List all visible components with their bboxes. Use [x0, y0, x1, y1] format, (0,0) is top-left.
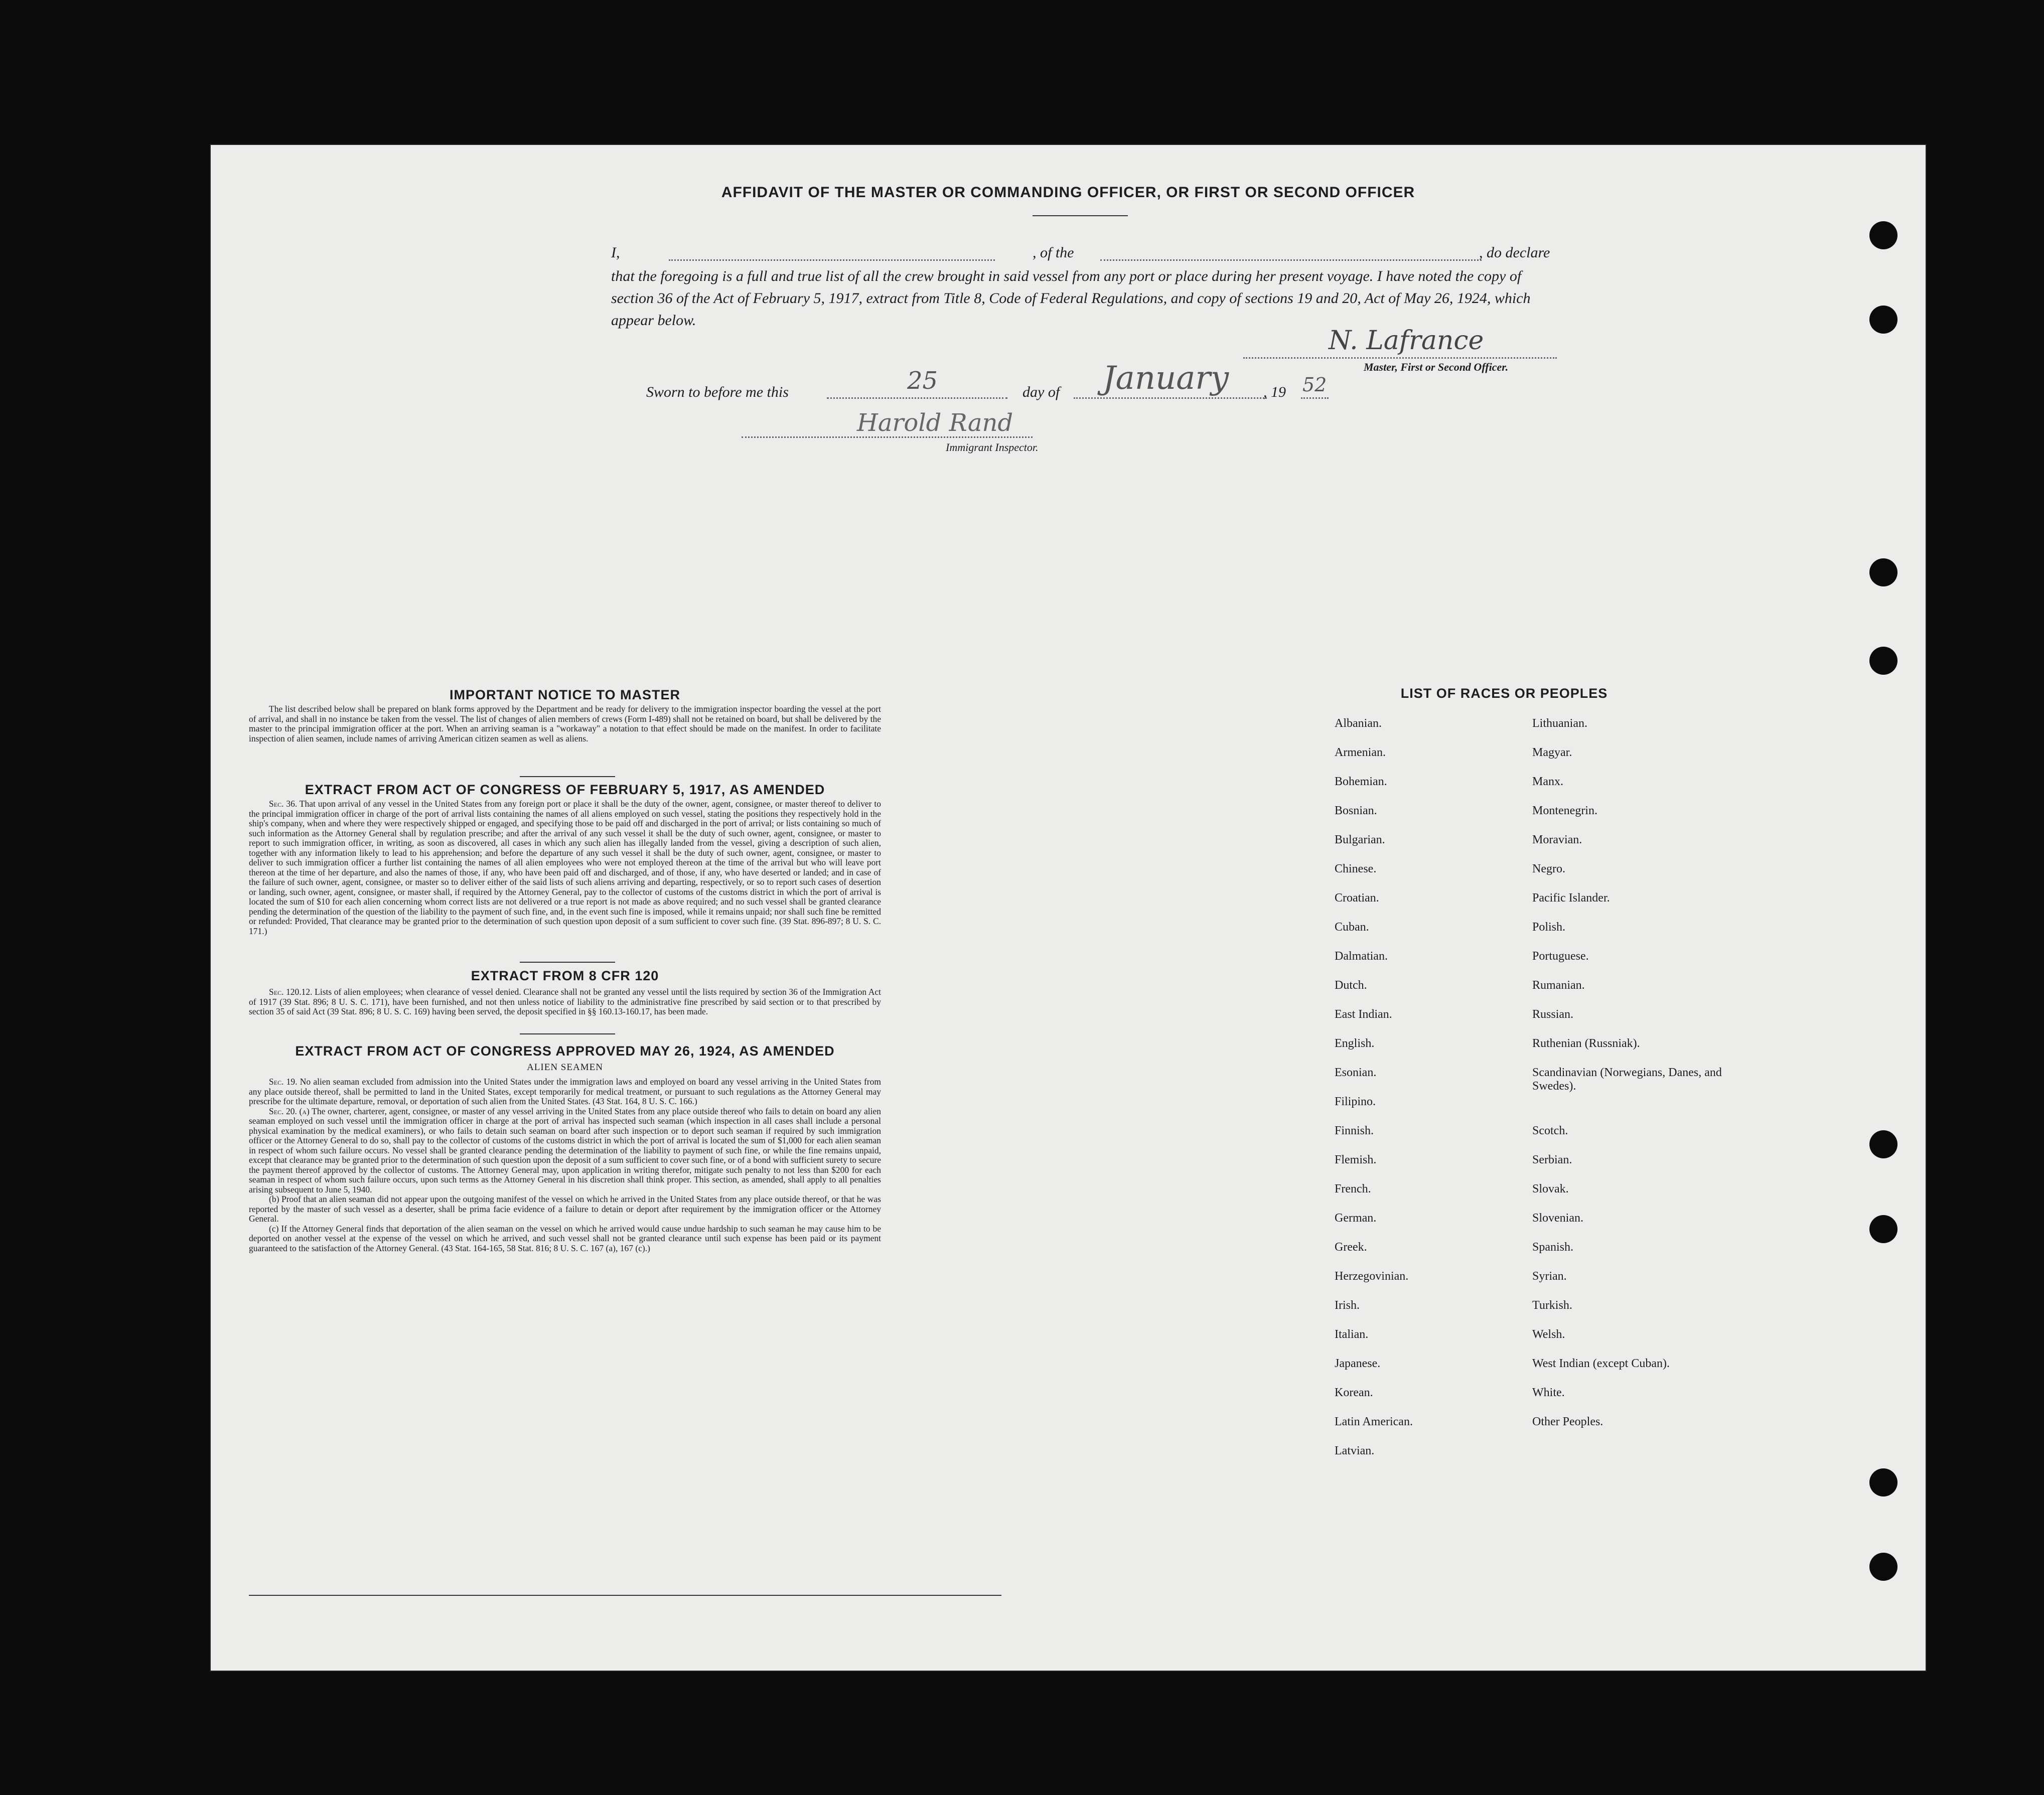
race-item: Other Peoples. — [1532, 1415, 1603, 1428]
race-item: Polish. — [1532, 921, 1566, 934]
day-of-label: day of — [1023, 384, 1060, 400]
punch-hole — [1869, 221, 1897, 249]
notice-paragraph: The list described below shall be prepared on blank forms approved by the Department and be ready for delivery to the immigration inspector boarding the vessel at the port of arrival, and shall in no instance be taken from the vessel. The list of changes of alien members of crews (Form I-489) shall not be retained on board, but shall be delivered by the master to the principal immigration officer at the port. When an arriving seaman is a "workaway" a notation to that effect should be made on the manifest. In order to facilitate inspection of alien seamen, include names of arriving American citizen seamen as well as aliens. — [249, 704, 881, 743]
sec36-text: That upon arrival of any vessel in the United States from any foreign port or place it shall be the duty of the owner, agent, consignee, or master thereof to deliver to the principal immigration officer in charge of the port of arrival lists containing the names of all aliens employed on such vessel, stating the positions they respectively hold in the ship's company, when and where they were respectively shipped or engaged, and specifying those to be paid off and discharged in the port of arrival; or lists containing so much of such information as the Attorney General shall by regulation prescribe; and after the arrival of any such vessel it shall be the duty of such owner, agent, consignee, or master to report to such immigration officer, in writing, as soon as discovered, all cases in which any such alien has illegally landed from the vessel, giving a description of such alien, together with any information likely to lead to his apprehension; and before the departure of any such vessel it shall be the duty of such owner, agent, consignee, or master to deliver to such immigration officer a further list containing the names of all alien employees who were not employed thereon at the time of the arrival but who will leave port thereon at the time of her departure, and also the names of those, if any, who have been paid off and discharged, and of those, if any, who have deserted or landed; and in case of the failure of such owner, agent, consignee, or master so to deliver either of the said lists of such aliens arriving and departing, respectively, or so to report such cases of desertion or landing, such owner, agent, consignee, or master shall, if required by the Attorney General, pay to the collector of customs of the customs district in which the port of arrival is located the sum of $10 for each alien concerning whom correct lists are not delivered or a true report is not made as above required; and no such vessel shall be granted clearance pending the determination of the question of the liability to the payment of such fine, and, in the event such fine is imposed, while it remains unpaid; nor shall such fine be remitted or refunded: Provided, That clearance may be granted prior to the determination of such question upon deposit of a sum sufficient to cover such fine. (39 Stat. 896-897; 8 U. S. C. 171.) — [249, 799, 881, 936]
race-item: Bosnian. — [1335, 804, 1377, 817]
race-item: Scandinavian (Norwegians, Danes, and Swedes). — [1532, 1066, 1722, 1093]
race-item: Chinese. — [1335, 862, 1377, 875]
month-blank — [1074, 397, 1267, 399]
sec20-label: Sec. 20. (a) — [269, 1106, 310, 1116]
race-item: Moravian. — [1532, 833, 1582, 846]
race-item: White. — [1532, 1386, 1565, 1399]
race-item: Welsh. — [1532, 1328, 1565, 1341]
document-page — [210, 144, 1927, 1672]
race-item: German. — [1335, 1212, 1377, 1225]
bottom-rule — [249, 1595, 1001, 1596]
officer-signature: N. Lafrance — [1329, 326, 1484, 356]
vessel-blank — [1100, 259, 1482, 261]
punch-hole — [1869, 558, 1897, 586]
sec19-paragraph — [249, 1077, 881, 1107]
race-item: Manx. — [1532, 775, 1563, 788]
of-the-label: , of the — [1033, 244, 1074, 261]
officer-signature-line — [1243, 357, 1557, 359]
race-item: Montenegrin. — [1532, 804, 1597, 817]
i-label: I, — [611, 244, 620, 261]
races-title: LIST OF RACES OR PEOPLES — [1400, 686, 1608, 701]
race-item: Slovenian. — [1532, 1212, 1583, 1225]
inspector-signature: Harold Rand — [857, 409, 1013, 437]
sec19-label: Sec. 19. — [269, 1077, 298, 1087]
inspector-signature-line — [742, 436, 1033, 438]
race-item: Magyar. — [1532, 746, 1572, 759]
alien-seamen-subtitle: ALIEN SEAMEN — [527, 1062, 603, 1073]
race-item: Croatian. — [1335, 891, 1379, 905]
affidavit-title: AFFIDAVIT OF THE MASTER OR COMMANDING OFFICER, OR FIRST OR SECOND OFFICER — [721, 184, 1415, 201]
title-divider — [1033, 215, 1128, 216]
day-value: 25 — [907, 367, 938, 395]
punch-hole — [1869, 1468, 1897, 1497]
year-blank — [1301, 397, 1329, 399]
race-item: Russian. — [1532, 1008, 1574, 1021]
race-item: Bulgarian. — [1335, 833, 1385, 846]
cfr-text: Lists of alien employees; when clearance of vessel denied. Clearance shall not be granted any vessel until the lists required by section 36 of the Immigration Act of 1917 (39 Stat. 896; 8 U. S. C. 171), have been furnished, and not then unless notice of liability to the administrative fine prescribed by said section or to that prescribed by section 35 of said Act (39 Stat. 896; 8 U. S. C. 169) having been served, the deposit specified in §§ 160.13-160.17, has been made. — [249, 987, 882, 1016]
race-item: Spanish. — [1532, 1241, 1574, 1254]
notice-body — [249, 704, 881, 743]
sec20a-text: The owner, charterer, agent, consignee, or master of any vessel arriving in the United States from any place outside thereof who fails to detain on board any alien seaman employed on such vessel until the immigration officer in charge at the port of arrival has inspected such seaman (which inspection in all cases shall include a personal physical examination by the medical examiners), or who fails to detain such seaman on board after such inspection or to deport such seaman if required by such immigration officer or the Attorney General to do so, shall pay to the collector of customs of the customs district in which the port of arrival is located the sum of $1,000 for each alien seaman in respect of whom such failure occurs. No vessel shall be granted clearance pending the determination of the liability to payment of such fine, or while the fine remains unpaid, except that clearance may be granted prior to the determination of such question upon the deposit of a sum sufficient to cover such fine, or of a bond with sufficient surety to secure the payment thereof approved by the collector of customs. The Attorney General may, upon application in writing therefor, mitigate such penalty to not less than $200 for each seaman in respect of whom such failure occurs, upon such terms as the Attorney General in his discretion shall think proper. This section, as amended, shall apply to all penalties arising subsequent to June 5, 1940. — [249, 1106, 882, 1194]
name-blank — [669, 259, 995, 261]
sec20b-text: (b) Proof that an alien seaman did not appear upon the outgoing manifest of the vessel on which he arrived in the United States from any place outside thereof, or that he was reported by the master of such vessel as a deserter, shall be prima facie evidence of a failure to detain or deport after requirement by the immigration officer or the Attorney General. — [249, 1194, 881, 1224]
race-item: Esonian. — [1335, 1066, 1377, 1079]
race-item: Herzegovinian. — [1335, 1270, 1409, 1283]
race-item: Portuguese. — [1532, 950, 1589, 963]
race-item: Slovak. — [1532, 1182, 1569, 1195]
declaration-first-line — [611, 244, 620, 261]
race-item: French. — [1335, 1182, 1371, 1195]
race-item: Dutch. — [1335, 979, 1367, 992]
race-item: Serbian. — [1532, 1153, 1572, 1166]
year-prefix: , 19 — [1263, 384, 1286, 400]
day-blank — [827, 397, 1007, 399]
race-item: Filipino. — [1335, 1095, 1376, 1108]
do-declare-label: , do declare — [1479, 244, 1550, 261]
race-item: Irish. — [1335, 1299, 1360, 1312]
race-item: Flemish. — [1335, 1153, 1377, 1166]
race-item: East Indian. — [1335, 1008, 1392, 1021]
month-value: January — [1103, 360, 1229, 397]
year-value: 52 — [1302, 374, 1327, 396]
race-item: Greek. — [1335, 1241, 1367, 1254]
race-item: West Indian (except Cuban). — [1532, 1357, 1670, 1370]
race-item: Cuban. — [1335, 921, 1369, 934]
race-item: Latin American. — [1335, 1415, 1413, 1428]
race-item: Armenian. — [1335, 746, 1386, 759]
race-item: Lithuanian. — [1532, 717, 1587, 730]
section-divider — [520, 1033, 615, 1034]
officer-caption: Master, First or Second Officer. — [1364, 361, 1509, 373]
race-item: Syrian. — [1532, 1270, 1567, 1283]
extract-cfr-title: EXTRACT FROM 8 CFR 120 — [471, 968, 659, 983]
sec20a-paragraph — [249, 1107, 881, 1195]
race-item: Albanian. — [1335, 717, 1382, 730]
sec36-label: Sec. 36. — [269, 799, 298, 809]
section-divider — [520, 962, 615, 963]
extract-1924-body — [249, 1077, 881, 1253]
punch-hole — [1869, 1553, 1897, 1581]
extract-1917-body — [249, 799, 881, 936]
race-item: Korean. — [1335, 1386, 1373, 1399]
extract-cfr-body — [249, 987, 881, 1017]
race-item: Scotch. — [1532, 1124, 1568, 1137]
inspector-caption: Immigrant Inspector. — [946, 441, 1039, 454]
section-divider — [520, 776, 615, 777]
race-item: Pacific Islander. — [1532, 891, 1610, 905]
punch-hole — [1869, 306, 1897, 334]
sworn-label: Sworn to before me this — [646, 384, 789, 400]
race-item: Italian. — [1335, 1328, 1369, 1341]
extract-1924-title: EXTRACT FROM ACT OF CONGRESS APPROVED MAY 26, 1924, AS AMENDED — [295, 1043, 835, 1059]
sec19-text: No alien seaman excluded from admission into the United States under the immigration laws and employed on board any vessel arriving in the United States from any place outside thereof, shall be permitted to land in the United States, except temporarily for medical treatment, or pursuant to such regulations as the Attorney General may prescribe for the ultimate departure, removal, or deportation of such alien from the United States. (43 Stat. 164, 8 U. S. C. 166.) — [249, 1077, 882, 1106]
declaration-text: that the foregoing is a full and true list of all the crew brought in said vessel from any port or place during her present voyage. I have noted the copy of section 36 of the Act of February 5, 1917, extract from Title 8, Code of Federal Regulations, and copy of sections 19 and 20, Act of May 26, 1924, which appear below. — [611, 268, 1531, 329]
punch-hole — [1869, 1215, 1897, 1243]
race-item: Rumanian. — [1532, 979, 1585, 992]
race-item: Latvian. — [1335, 1444, 1375, 1457]
sec20c-text: (c) If the Attorney General finds that deportation of the alien seaman on the vessel on which he arrived would cause undue hardship to such seaman he may cause him to be deported on another vessel at the expense of the vessel on which he arrived, and such vessel shall not be granted clearance until such expense has been paid or its payment guaranteed to the satisfaction of the Attorney General. (43 Stat. 164-165, 58 Stat. 816; 8 U. S. C. 167 (a), 167 (c).) — [249, 1223, 881, 1253]
race-item: Dalmatian. — [1335, 950, 1388, 963]
race-item: Bohemian. — [1335, 775, 1387, 788]
punch-hole — [1869, 1130, 1897, 1158]
race-item: English. — [1335, 1037, 1375, 1050]
race-item: Negro. — [1532, 862, 1565, 875]
cfr-paragraph — [249, 987, 881, 1017]
extract-1917-title: EXTRACT FROM ACT OF CONGRESS OF FEBRUARY 5, 1917, AS AMENDED — [305, 782, 825, 797]
cfr-label: Sec. 120.12. — [269, 987, 313, 997]
notice-title: IMPORTANT NOTICE TO MASTER — [450, 687, 680, 702]
race-item: Japanese. — [1335, 1357, 1381, 1370]
race-item: Ruthenian (Russniak). — [1532, 1037, 1640, 1050]
punch-hole — [1869, 647, 1897, 675]
race-item: Finnish. — [1335, 1124, 1374, 1137]
sec36-paragraph — [249, 799, 881, 936]
race-item: Turkish. — [1532, 1299, 1572, 1312]
